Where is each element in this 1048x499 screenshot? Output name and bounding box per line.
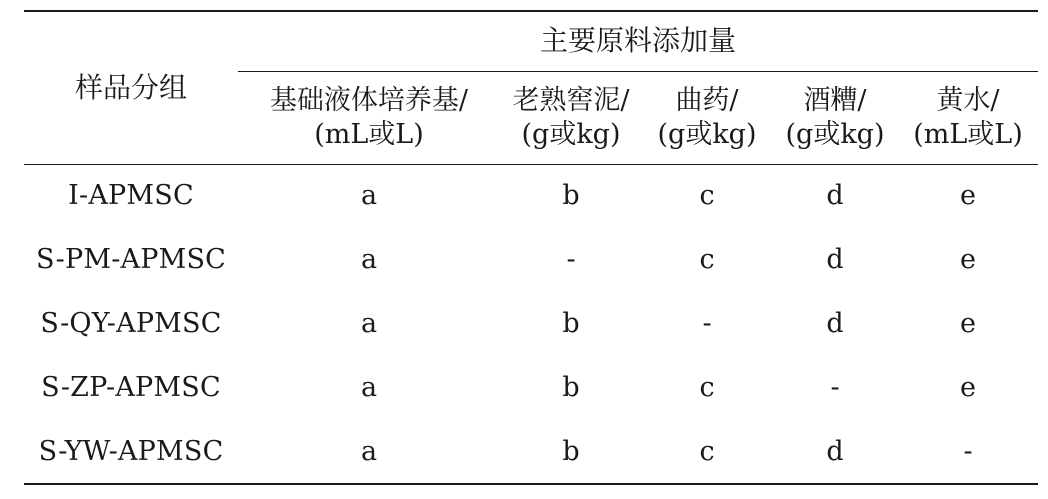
column-header-pit-mud <box>500 71 642 164</box>
column-header-line1: 基础液体培养基/ <box>269 84 469 116</box>
table-cell: - <box>702 308 712 339</box>
row-label: S-PM-APMSC <box>35 244 226 275</box>
row-label: I-APMSC <box>68 180 194 212</box>
table-cell: e <box>960 372 976 403</box>
table-cell: e <box>960 308 976 339</box>
table-cell: b <box>562 180 580 212</box>
table-cell: a <box>360 372 378 403</box>
table-cell: c <box>642 420 772 484</box>
column-header-yellow-water <box>898 71 1038 164</box>
column-header-unit: (g或kg) <box>657 118 757 150</box>
table-row <box>24 292 1038 356</box>
column-header-base-medium <box>238 71 500 164</box>
table-row <box>24 164 1038 228</box>
column-header-daqu <box>642 71 772 164</box>
table-cell: d <box>826 180 844 212</box>
table-cell: d <box>772 420 898 484</box>
table-row <box>24 356 1038 420</box>
table-cell: e <box>960 244 976 275</box>
table-cell: c <box>699 244 715 275</box>
table-cell: e <box>960 180 976 212</box>
table-cell: a <box>238 420 500 484</box>
table-cell: b <box>562 372 580 403</box>
raw-material-addition-table <box>24 10 1038 485</box>
column-header-zaopei <box>772 71 898 164</box>
table-cell: a <box>360 244 378 275</box>
table-row <box>24 420 1038 484</box>
column-header-unit: (mL或L) <box>314 118 424 150</box>
table-cell: - <box>898 420 1038 484</box>
column-header-line1: 黄水/ <box>936 84 1000 116</box>
table-cell: b <box>500 420 642 484</box>
column-header-line1: 老熟窖泥/ <box>512 84 630 116</box>
table-cell: - <box>566 244 576 275</box>
table-cell: a <box>360 180 378 212</box>
column-header-unit: (mL或L) <box>913 118 1023 150</box>
column-header-unit: (g或kg) <box>521 118 621 150</box>
row-label: S-YW-APMSC <box>24 420 238 484</box>
table-cell: a <box>360 308 378 339</box>
table-cell: c <box>699 372 715 403</box>
column-header-line1: 曲药/ <box>675 84 739 116</box>
row-label: S-QY-APMSC <box>40 308 222 339</box>
table-cell: b <box>562 308 580 339</box>
main-header: 主要原料添加量 <box>238 11 1038 71</box>
table-row <box>24 228 1038 292</box>
table-cell: - <box>830 372 840 403</box>
column-header-unit: (g或kg) <box>785 118 885 150</box>
table-cell: d <box>826 244 844 275</box>
row-label: S-ZP-APMSC <box>41 372 221 403</box>
table-cell: d <box>826 308 844 339</box>
column-header-line1: 酒糟/ <box>803 84 867 116</box>
group-header: 样品分组 <box>24 11 238 164</box>
table-cell: c <box>699 180 715 212</box>
